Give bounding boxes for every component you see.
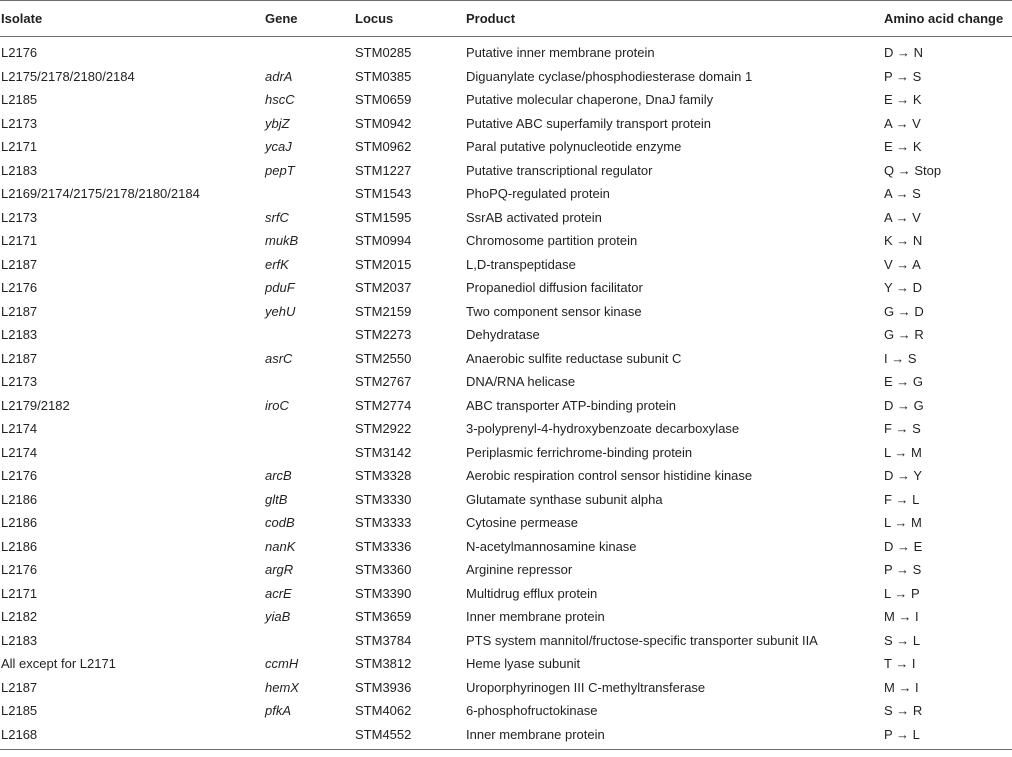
cell-isolate: L2183 — [1, 327, 38, 343]
cell-amino-acid-change: D → E — [884, 538, 923, 554]
cell-amino-acid-change: A → V — [884, 209, 921, 225]
cell-locus: STM2767 — [355, 374, 412, 390]
table-row — [0, 488, 1012, 512]
cell-gene: adrA — [265, 68, 293, 84]
cell-locus: STM3784 — [355, 632, 412, 648]
cell-amino-acid-change: G → R — [884, 327, 924, 343]
cell-amino-acid-change: I → S — [884, 350, 917, 366]
table-row — [0, 253, 1012, 277]
table-row — [0, 535, 1012, 559]
cell-product: Uroporphyrinogen III C-methyltransferase — [466, 679, 706, 695]
table-row — [0, 582, 1012, 606]
cell-locus: STM2037 — [355, 280, 412, 296]
cell-locus: STM2774 — [355, 397, 412, 413]
cell-gene: nanK — [265, 538, 296, 554]
cell-isolate: L2174 — [1, 421, 38, 437]
cell-amino-acid-change: V → A — [884, 256, 921, 272]
cell-gene: acrE — [265, 585, 292, 601]
cell-locus: STM0962 — [355, 139, 412, 155]
table-row — [0, 629, 1012, 653]
cell-gene: pduF — [265, 280, 295, 296]
cell-locus: STM3330 — [355, 491, 412, 507]
table-row — [0, 676, 1012, 700]
cell-isolate: L2186 — [1, 515, 38, 531]
cell-isolate: All except for L2171 — [1, 656, 116, 672]
cell-locus: STM0659 — [355, 92, 412, 108]
cell-isolate: L2185 — [1, 92, 38, 108]
table-row — [0, 370, 1012, 394]
cell-amino-acid-change: P → L — [884, 723, 1012, 750]
cell-gene: arcB — [265, 468, 292, 484]
table-row — [0, 723, 1012, 750]
cell-gene: yiaB — [265, 609, 291, 625]
cell-product: PhoPQ-regulated protein — [466, 186, 610, 202]
cell-amino-acid-change: P → S — [884, 562, 922, 578]
cell-isolate: L2168 — [0, 723, 265, 750]
table-row — [0, 300, 1012, 324]
header-gene: Gene — [265, 1, 355, 37]
cell-isolate: L2171 — [1, 139, 38, 155]
header-product: Product — [466, 1, 884, 37]
cell-amino-acid-change: Y → D — [884, 280, 923, 296]
cell-isolate: L2182 — [1, 609, 38, 625]
cell-product: PTS system mannitol/fructose-specific transporter subunit IIA — [466, 632, 818, 648]
cell-isolate: L2186 — [1, 538, 38, 554]
cell-amino-acid-change: S → R — [884, 703, 923, 719]
cell-gene — [265, 441, 355, 465]
table-row — [0, 652, 1012, 676]
cell-locus: STM2015 — [355, 256, 412, 272]
cell-isolate: L2173 — [1, 374, 38, 390]
cell-isolate: L2176 — [1, 45, 38, 61]
cell-isolate: L2187 — [1, 679, 38, 695]
cell-locus: STM2550 — [355, 350, 412, 366]
cell-product: 3-polyprenyl-4-hydroxybenzoate decarboxylase — [466, 421, 740, 437]
cell-locus: STM3336 — [355, 538, 412, 554]
table-row — [0, 37, 1012, 65]
cell-gene: srfC — [265, 209, 289, 225]
cell-product: Putative transcriptional regulator — [466, 162, 653, 178]
cell-locus: STM3659 — [355, 609, 412, 625]
cell-locus: STM3333 — [355, 515, 412, 531]
cell-product: Periplasmic ferrichrome-binding protein — [466, 444, 693, 460]
cell-amino-acid-change: K → N — [884, 233, 923, 249]
cell-gene: gltB — [265, 491, 288, 507]
cell-product: Putative molecular chaperone, DnaJ family — [466, 92, 714, 108]
cell-product: N-acetylmannosamine kinase — [466, 538, 637, 554]
table-row — [0, 699, 1012, 723]
header-row — [0, 1, 1012, 37]
table-row — [0, 182, 1012, 206]
cell-isolate: L2176 — [1, 280, 38, 296]
cell-isolate: L2183 — [1, 162, 38, 178]
cell-product: Glutamate synthase subunit alpha — [466, 491, 663, 507]
cell-amino-acid-change: D → G — [884, 397, 924, 413]
cell-locus: STM0385 — [355, 68, 412, 84]
cell-amino-acid-change: M → I — [884, 609, 919, 625]
cell-product: Dehydratase — [466, 327, 540, 343]
cell-gene: codB — [265, 515, 295, 531]
cell-product: Inner membrane protein — [466, 609, 605, 625]
cell-amino-acid-change: D → Y — [884, 468, 923, 484]
cell-amino-acid-change: Q → Stop — [884, 162, 942, 178]
cell-locus: STM4552 — [355, 723, 466, 750]
cell-locus: STM2273 — [355, 327, 412, 343]
table-row — [0, 511, 1012, 535]
cell-gene — [265, 37, 355, 65]
cell-gene: pfkA — [265, 703, 292, 719]
cell-isolate: L2187 — [1, 303, 38, 319]
cell-locus: STM1543 — [355, 186, 412, 202]
cell-locus: STM0994 — [355, 233, 412, 249]
cell-amino-acid-change: F → L — [884, 491, 920, 507]
header-locus: Locus — [355, 1, 466, 37]
cell-locus: STM2159 — [355, 303, 412, 319]
cell-product: 6-phosphofructokinase — [466, 703, 598, 719]
table-row — [0, 159, 1012, 183]
cell-gene: erfK — [265, 256, 289, 272]
cell-product: Two component sensor kinase — [466, 303, 642, 319]
cell-locus: STM3328 — [355, 468, 412, 484]
cell-gene: ybjZ — [265, 115, 290, 131]
header-isolate: Isolate — [0, 1, 265, 37]
cell-isolate: L2171 — [1, 233, 38, 249]
table-row — [0, 65, 1012, 89]
cell-gene: iroC — [265, 397, 289, 413]
cell-isolate: L2173 — [1, 209, 38, 225]
cell-amino-acid-change: P → S — [884, 68, 922, 84]
cell-isolate: L2186 — [1, 491, 38, 507]
cell-gene — [265, 417, 355, 441]
cell-isolate: L2173 — [1, 115, 38, 131]
cell-locus: STM1227 — [355, 162, 412, 178]
cell-locus: STM3360 — [355, 562, 412, 578]
cell-isolate: L2174 — [1, 444, 38, 460]
table-row — [0, 558, 1012, 582]
cell-product: Propanediol diffusion facilitator — [466, 280, 643, 296]
cell-product: Putative ABC superfamily transport protein — [466, 115, 711, 131]
cell-locus: STM3936 — [355, 679, 412, 695]
cell-gene: hscC — [265, 92, 295, 108]
cell-gene — [265, 723, 355, 750]
table-row — [0, 464, 1012, 488]
cell-amino-acid-change: F → S — [884, 421, 921, 437]
cell-isolate: L2185 — [1, 703, 38, 719]
cell-locus: STM3142 — [355, 444, 412, 460]
cell-amino-acid-change: E → G — [884, 374, 924, 390]
cell-isolate: L2187 — [1, 256, 38, 272]
cell-amino-acid-change: T → I — [884, 656, 916, 672]
cell-product: Cytosine permease — [466, 515, 578, 531]
cell-gene — [265, 370, 355, 394]
cell-amino-acid-change: A → V — [884, 115, 921, 131]
cell-gene: asrC — [265, 350, 293, 366]
cell-isolate: L2175/2178/2180/2184 — [1, 68, 135, 84]
cell-locus: STM1595 — [355, 209, 412, 225]
cell-product: Multidrug efflux protein — [466, 585, 598, 601]
cell-locus: STM4062 — [355, 703, 412, 719]
cell-amino-acid-change: S → L — [884, 632, 921, 648]
header-amino-acid-change: Amino acid change — [884, 1, 1012, 37]
table-row — [0, 605, 1012, 629]
cell-gene — [265, 182, 355, 206]
table-row — [0, 347, 1012, 371]
table-row — [0, 112, 1012, 136]
table-row — [0, 417, 1012, 441]
cell-gene: hemX — [265, 679, 299, 695]
cell-isolate: L2179/2182 — [1, 397, 70, 413]
cell-locus: STM3390 — [355, 585, 412, 601]
cell-product: SsrAB activated protein — [466, 209, 602, 225]
cell-isolate: L2176 — [1, 562, 38, 578]
table-row — [0, 276, 1012, 300]
cell-product: L,D-transpeptidase — [466, 256, 576, 272]
table-row — [0, 88, 1012, 112]
table-row — [0, 135, 1012, 159]
cell-isolate: L2169/2174/2175/2178/2180/2184 — [1, 186, 200, 202]
table-row — [0, 323, 1012, 347]
table-header — [0, 1, 1012, 37]
cell-amino-acid-change: M → I — [884, 679, 919, 695]
cell-product: ABC transporter ATP-binding protein — [466, 397, 677, 413]
table-row — [0, 206, 1012, 230]
cell-product: Aerobic respiration control sensor histidine kinase — [466, 468, 753, 484]
table-body — [0, 37, 1012, 750]
cell-product: Inner membrane protein — [466, 723, 884, 750]
cell-isolate: L2176 — [1, 468, 38, 484]
cell-product: Arginine repressor — [466, 562, 573, 578]
cell-isolate: L2187 — [1, 350, 38, 366]
cell-amino-acid-change: E → K — [884, 92, 922, 108]
table-row — [0, 229, 1012, 253]
cell-product: DNA/RNA helicase — [466, 374, 576, 390]
cell-gene: ccmH — [265, 656, 299, 672]
cell-gene: mukB — [265, 233, 299, 249]
cell-gene: yehU — [265, 303, 296, 319]
cell-locus: STM2922 — [355, 421, 412, 437]
table-row — [0, 441, 1012, 465]
cell-isolate: L2171 — [1, 585, 38, 601]
cell-gene — [265, 323, 355, 347]
cell-isolate: L2183 — [1, 632, 38, 648]
cell-locus: STM3812 — [355, 656, 412, 672]
cell-amino-acid-change: E → K — [884, 139, 922, 155]
cell-gene: pepT — [265, 162, 295, 178]
cell-amino-acid-change: L → M — [884, 515, 922, 531]
cell-amino-acid-change: G → D — [884, 303, 924, 319]
cell-product: Heme lyase subunit — [466, 656, 581, 672]
cell-locus: STM0285 — [355, 45, 412, 61]
cell-amino-acid-change: A → S — [884, 186, 921, 202]
cell-locus: STM0942 — [355, 115, 412, 131]
cell-gene: argR — [265, 562, 294, 578]
cell-product: Chromosome partition protein — [466, 233, 638, 249]
cell-amino-acid-change: D → N — [884, 45, 923, 61]
cell-gene: ycaJ — [265, 139, 292, 155]
cell-product: Paral putative polynucleotide enzyme — [466, 139, 682, 155]
cell-gene — [265, 629, 355, 653]
cell-product: Anaerobic sulfite reductase subunit C — [466, 350, 682, 366]
cell-amino-acid-change: L → M — [884, 444, 922, 460]
table-row — [0, 394, 1012, 418]
cell-amino-acid-change: L → P — [884, 585, 920, 601]
cell-product: Diguanylate cyclase/phosphodiesterase domain 1 — [466, 68, 753, 84]
cell-product: Putative inner membrane protein — [466, 45, 655, 61]
